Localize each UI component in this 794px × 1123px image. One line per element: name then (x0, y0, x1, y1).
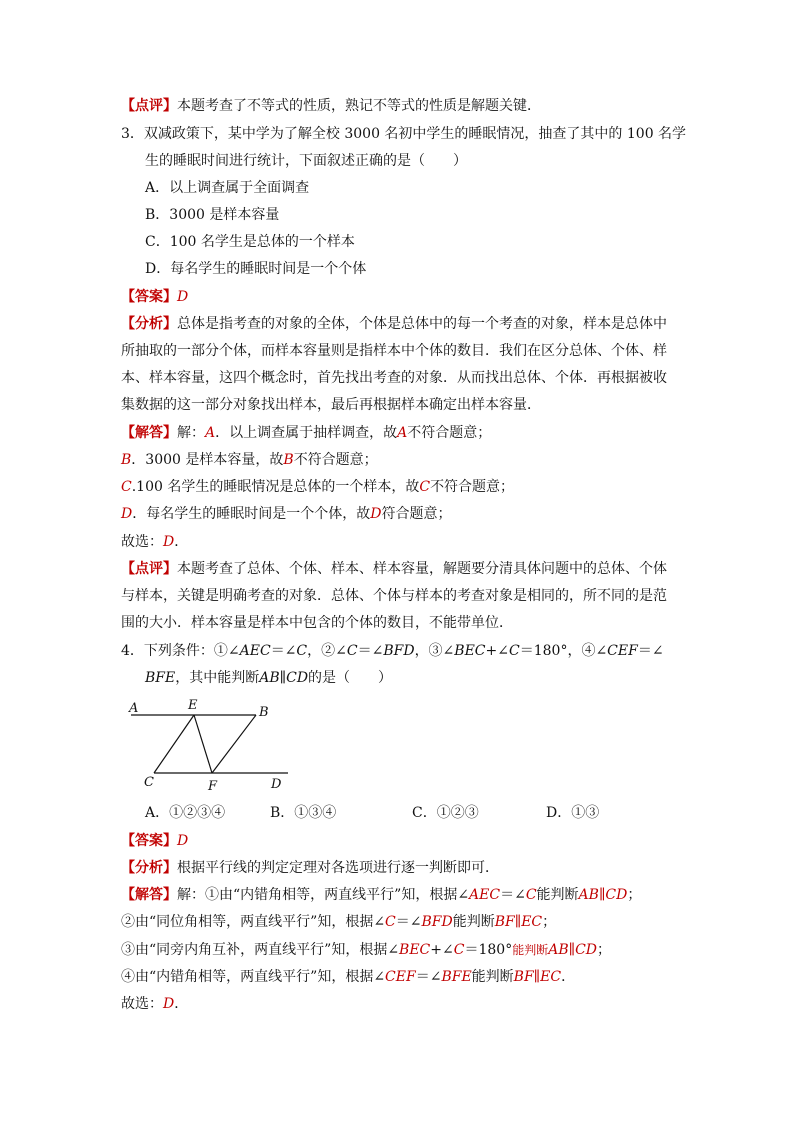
q4-option-d: D．①③ (546, 805, 600, 821)
answer-value: D (177, 289, 189, 305)
q4-stem-line-2 (145, 668, 392, 688)
comment-text: 本题考查了不等式的性质，熟记不等式的性质是解题关键． (177, 98, 541, 114)
stem-text: ，③∠ (414, 643, 455, 659)
label-e: E (188, 698, 198, 713)
sol-var: BFD (421, 914, 453, 930)
answer-value: D (177, 833, 189, 849)
sol-letter: A (205, 425, 216, 441)
sol-text: ④由“内错角相等，两直线平行”知，根据∠ (121, 969, 386, 985)
stem-text: 的是（ ） (308, 670, 393, 686)
solution-tag: 【解答】 (121, 425, 177, 441)
sol-text: ②由“同位角相等，两直线平行”知，根据∠ (121, 914, 386, 930)
label-f: F (208, 779, 218, 794)
sol-text: ； (627, 887, 642, 903)
sol-text: ．3000 是样本容量，故 (131, 452, 284, 468)
sol-text: 不符合题意； (430, 479, 515, 495)
segment-ce (154, 715, 194, 773)
sol-text: .100 名学生的睡眠情况是总体的一个样本，故 (131, 479, 420, 495)
sol-var: CEF (385, 969, 416, 985)
q4-analysis-line (121, 858, 499, 878)
stem-text: +∠ (485, 643, 509, 659)
sol-text: ； (597, 942, 612, 958)
solution-tag: 【解答】 (121, 887, 177, 903)
stem-text: ，其中能判断 (175, 670, 260, 686)
q4-solution-line-1 (121, 885, 641, 905)
q3-answer-line (121, 287, 188, 307)
q3-comment-line-3: 围的大小．样本容量是样本中包含的个体的数目，不能带单位． (121, 615, 513, 631)
choose-text: 故选： (121, 996, 163, 1012)
prev-comment-line (121, 96, 541, 116)
choose-text: 故选： (121, 534, 163, 550)
sol-var: AEC (469, 887, 501, 903)
q3-choose-line (121, 532, 188, 552)
sol-letter: C (419, 479, 431, 495)
stem-var: BFE (145, 670, 176, 686)
segment-ef (194, 715, 212, 773)
label-b: B (259, 705, 269, 720)
q3-solution-line-3 (121, 477, 514, 497)
analysis-tag: 【分析】 (121, 316, 177, 332)
stem-var: C (346, 643, 358, 659)
stem-var: BEC (454, 643, 486, 659)
sol-text: ； (542, 914, 557, 930)
q3-comment-line-2: 与样本，关键是明确考查的对象．总体、个体与样本的考查对象是相同的，所不同的是范 (121, 588, 667, 604)
sol-var: BFE (441, 969, 472, 985)
q3-analysis-line-2: 所抽取的一部分个体，而样本容量则是指样本中个体的数目．我们在区分总体、个体、样 (121, 343, 667, 359)
sol-text: ．每名学生的睡眠时间是一个个体，故 (132, 506, 371, 522)
sol-text: 不符合题意； (407, 425, 492, 441)
q3-analysis-line-4: 集数据的这一部分对象找出样本，最后再根据样本确定出样本容量． (121, 397, 541, 413)
label-a: A (129, 701, 139, 716)
comment-text: 本题考查了总体、个体、样本、样本容量，解题要分清具体问题中的总体、个体 (177, 561, 667, 577)
sol-letter: B (121, 452, 132, 468)
stem-var: C (296, 643, 308, 659)
q4-solution-line-3 (121, 940, 611, 960)
q3-stem-line-1: 3．双减政策下，某中学为了解全校 3000 名初中学生的睡眠情况，抽查了其中的 100 名学 (121, 126, 687, 142)
sol-var: AB∥CD (578, 887, 628, 903)
sol-text: 解：①由“内错角相等，两直线平行”知，根据∠ (177, 887, 470, 903)
q4-option-b: B．①③④ (270, 805, 337, 821)
sol-text: +∠ (430, 942, 454, 958)
sol-var: BF∥EC (513, 969, 562, 985)
sol-text: 能判断 (536, 887, 579, 903)
sol-text: ＝∠ (415, 969, 442, 985)
stem-text: ＝∠ (637, 643, 664, 659)
stem-text: ＝180°，④∠ (519, 643, 608, 659)
q3-solution-line-4 (121, 504, 451, 524)
q3-solution-line-1 (121, 423, 491, 443)
q3-option-a: A．以上调查属于全面调查 (145, 180, 310, 196)
sol-text: ＝∠ (500, 887, 526, 903)
stem-text: ，②∠ (307, 643, 347, 659)
q3-option-b: B．3000 是样本容量 (145, 207, 280, 223)
sol-text: 不符合题意； (293, 452, 378, 468)
answer-tag: 【答案】 (121, 289, 177, 305)
stem-text: ＝∠ (270, 643, 297, 659)
analysis-text: 总体是指考查的对象的全体，个体是总体中的每一个考查的对象，样本是总体中 (177, 316, 667, 332)
analysis-text: 根据平行线的判定定理对各选项进行逐一判断即可． (177, 860, 499, 876)
sol-text: 解： (177, 425, 205, 441)
sol-text: ③由“同旁内角互补，两直线平行”知，根据∠ (121, 942, 400, 958)
stem-var: AB (259, 670, 280, 686)
analysis-tag: 【分析】 (121, 860, 177, 876)
q3-option-d: D．每名学生的睡眠时间是一个个体 (145, 261, 367, 277)
sol-var: BEC (399, 942, 431, 958)
sol-var: C (453, 942, 465, 958)
sol-text: 能判断 (452, 914, 495, 930)
sol-letter: B (283, 452, 294, 468)
q3-stem-line-2: 生的睡眠时间进行统计，下面叙述正确的是（ ） (145, 153, 467, 169)
answer-tag: 【答案】 (121, 833, 177, 849)
choose-letter: D (163, 534, 175, 550)
sol-text: ＝180° (464, 942, 513, 958)
q4-option-a: A．①②③④ (145, 805, 226, 821)
q3-option-c: C．100 名学生是总体的一个样本 (145, 234, 355, 250)
label-d: D (271, 777, 282, 792)
sol-var: AB∥CD (548, 942, 598, 958)
q4-choose-line (121, 994, 188, 1014)
stem-var: BFD (383, 643, 415, 659)
sol-text: ．以上调查属于抽样调查，故 (215, 425, 398, 441)
sol-text: ． (561, 969, 576, 985)
stem-var: C (509, 643, 520, 659)
sol-var: C (525, 887, 537, 903)
sol-letter: C (121, 479, 132, 495)
q3-comment-line-1 (121, 559, 667, 579)
stem-text: 4．下列条件：①∠ (121, 643, 240, 659)
stem-var: CD (286, 670, 309, 686)
sol-letter: D (121, 506, 133, 522)
comment-tag: 【点评】 (121, 98, 177, 114)
sol-text: ＝∠ (395, 914, 422, 930)
stem-var: AEC (239, 643, 271, 659)
choose-end: ． (174, 996, 189, 1012)
sol-var: BF∥EC (494, 914, 543, 930)
q4-answer-line (121, 831, 188, 851)
sol-text: 能判断 (471, 969, 514, 985)
geometry-figure (121, 694, 301, 794)
q4-stem-line-1 (121, 641, 664, 661)
stem-text: ∥ (279, 670, 287, 686)
label-c: C (144, 775, 154, 790)
stem-var: CEF (607, 643, 638, 659)
sol-letter: A (397, 425, 408, 441)
q3-solution-line-2 (121, 450, 378, 470)
comment-tag: 【点评】 (121, 561, 177, 577)
q3-analysis-line-1 (121, 314, 667, 334)
q3-analysis-line-3: 本、样本容量，这四个概念时，首先找出考查的对象．从而找出总体、个体．再根据被收 (121, 370, 667, 386)
stem-text: ＝∠ (357, 643, 384, 659)
q4-solution-line-4 (121, 967, 575, 987)
choose-letter: D (163, 996, 175, 1012)
sol-text: 符合题意； (381, 506, 452, 522)
segment-fb (212, 715, 256, 773)
sol-text-red: 能判断 (512, 943, 549, 957)
sol-letter: D (370, 506, 382, 522)
choose-end: ． (174, 534, 189, 550)
q4-option-c: C．①②③ (412, 805, 479, 821)
q4-solution-line-2 (121, 912, 556, 932)
sol-var: C (385, 914, 396, 930)
